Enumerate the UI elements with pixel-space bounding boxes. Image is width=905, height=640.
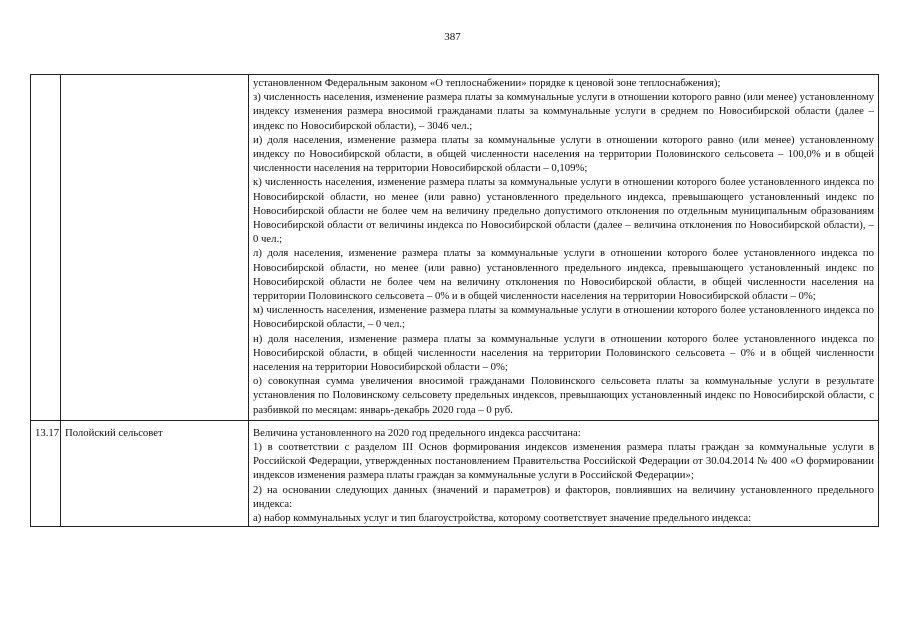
row-number: 13.17 (31, 420, 61, 526)
description-cell (249, 420, 879, 526)
description-cell (249, 75, 879, 421)
paragraph: Величина установленного на 2020 год предельного индекса рассчитана: (253, 426, 581, 439)
paragraph: 1) в соответствии с разделом III Основ формирования индексов изменения размера платы граждан за коммунальные услуги в Российской Федерации, утвержденных постановлением Правительства Российской Федерации от 30.04.2014 № 400 «О формировании индексов изменения размера платы граждан за коммунальные услуги в Российской Федерации»; (253, 441, 874, 482)
paragraph: и) доля населения, изменение размера платы за коммунальные услуги в отношении которого равно (или менее) установленному индексу по Новосибирской области, в общей численности населения на территории Половинского сельсовета – 100,0% и в общей численности населения на территории Новосибирской области – 0,109%; (253, 133, 874, 175)
paragraph: о) совокупная сумма увеличения вносимой гражданами Половинского сельсовета платы за коммунальные услуги в результате установления по Половинскому сельсовету предельных индексов, превышающих установленный индекс по Новосибирской области, с разбивкой по месяцам: январь-декабрь 2020 года – 0 руб. (253, 375, 874, 416)
tariff-table (30, 74, 879, 527)
paragraph: з) численность населения, изменение размера платы за коммунальные услуги в отношении которого равно (или менее) установленному индексу изменения размера вносимой гражданами платы за коммунальные услуги в среднем по Новосибирской области (далее – индекс по Новосибирской области), – 3046 чел.; (253, 91, 874, 132)
paragraph: установленном Федеральным законом «О теплоснабжении» порядке к ценовой зоне теплоснабжения); (253, 77, 721, 89)
row-number (31, 75, 61, 421)
table-row (31, 75, 879, 421)
page-number: 387 (444, 31, 461, 43)
municipality-name (61, 75, 249, 421)
table-row (31, 420, 879, 526)
municipality-name: Полойский сельсовет (61, 420, 249, 526)
paragraph: к) численность населения, изменение размера платы за коммунальные услуги в отношении которого более установленного индекса по Новосибирской области, но менее (или равно) установленного предельного индекса, превышающего установленный индекс по Новосибирской области не более чем на величину предельно допустимого отклонения по отдельным муниципальным образованиям Новосибирской области от величины индекса по Новосибирской области (далее – величина отклонения по Новосибирской области), – 0 чел.; (253, 176, 874, 246)
paragraph: л) доля населения, изменение размера платы за коммунальные услуги в отношении которого более установленного индекса по Новосибирской области, но менее (или равно) установленного предельного индекса, превышающего установленный индекс по Новосибирской области не более чем на величину отклонения по Новосибирской области, в общей численности населения на территории Половинского сельсовета – 0% и в общей численности населения на территории Новосибирской области – 0%; (253, 247, 874, 303)
paragraph: м) численность населения, изменение размера платы за коммунальные услуги в отношении которого более установленного индекса по Новосибирской области, – 0 чел.; (253, 304, 874, 331)
paragraph: н) доля населения, изменение размера платы за коммунальные услуги в отношении которого более установленного индекса по Новосибирской области, в общей численности населения на территории Половинского сельсовета – 0% и в общей численности населения на территории Новосибирской области – 0%; (253, 332, 874, 374)
paragraph: а) набор коммунальных услуг и тип благоустройства, которому соответствует значение предельного индекса: (253, 512, 752, 525)
paragraph: 2) на основании следующих данных (значений и параметров) и факторов, повлиявших на величину установленного предельного индекса: (253, 483, 874, 510)
